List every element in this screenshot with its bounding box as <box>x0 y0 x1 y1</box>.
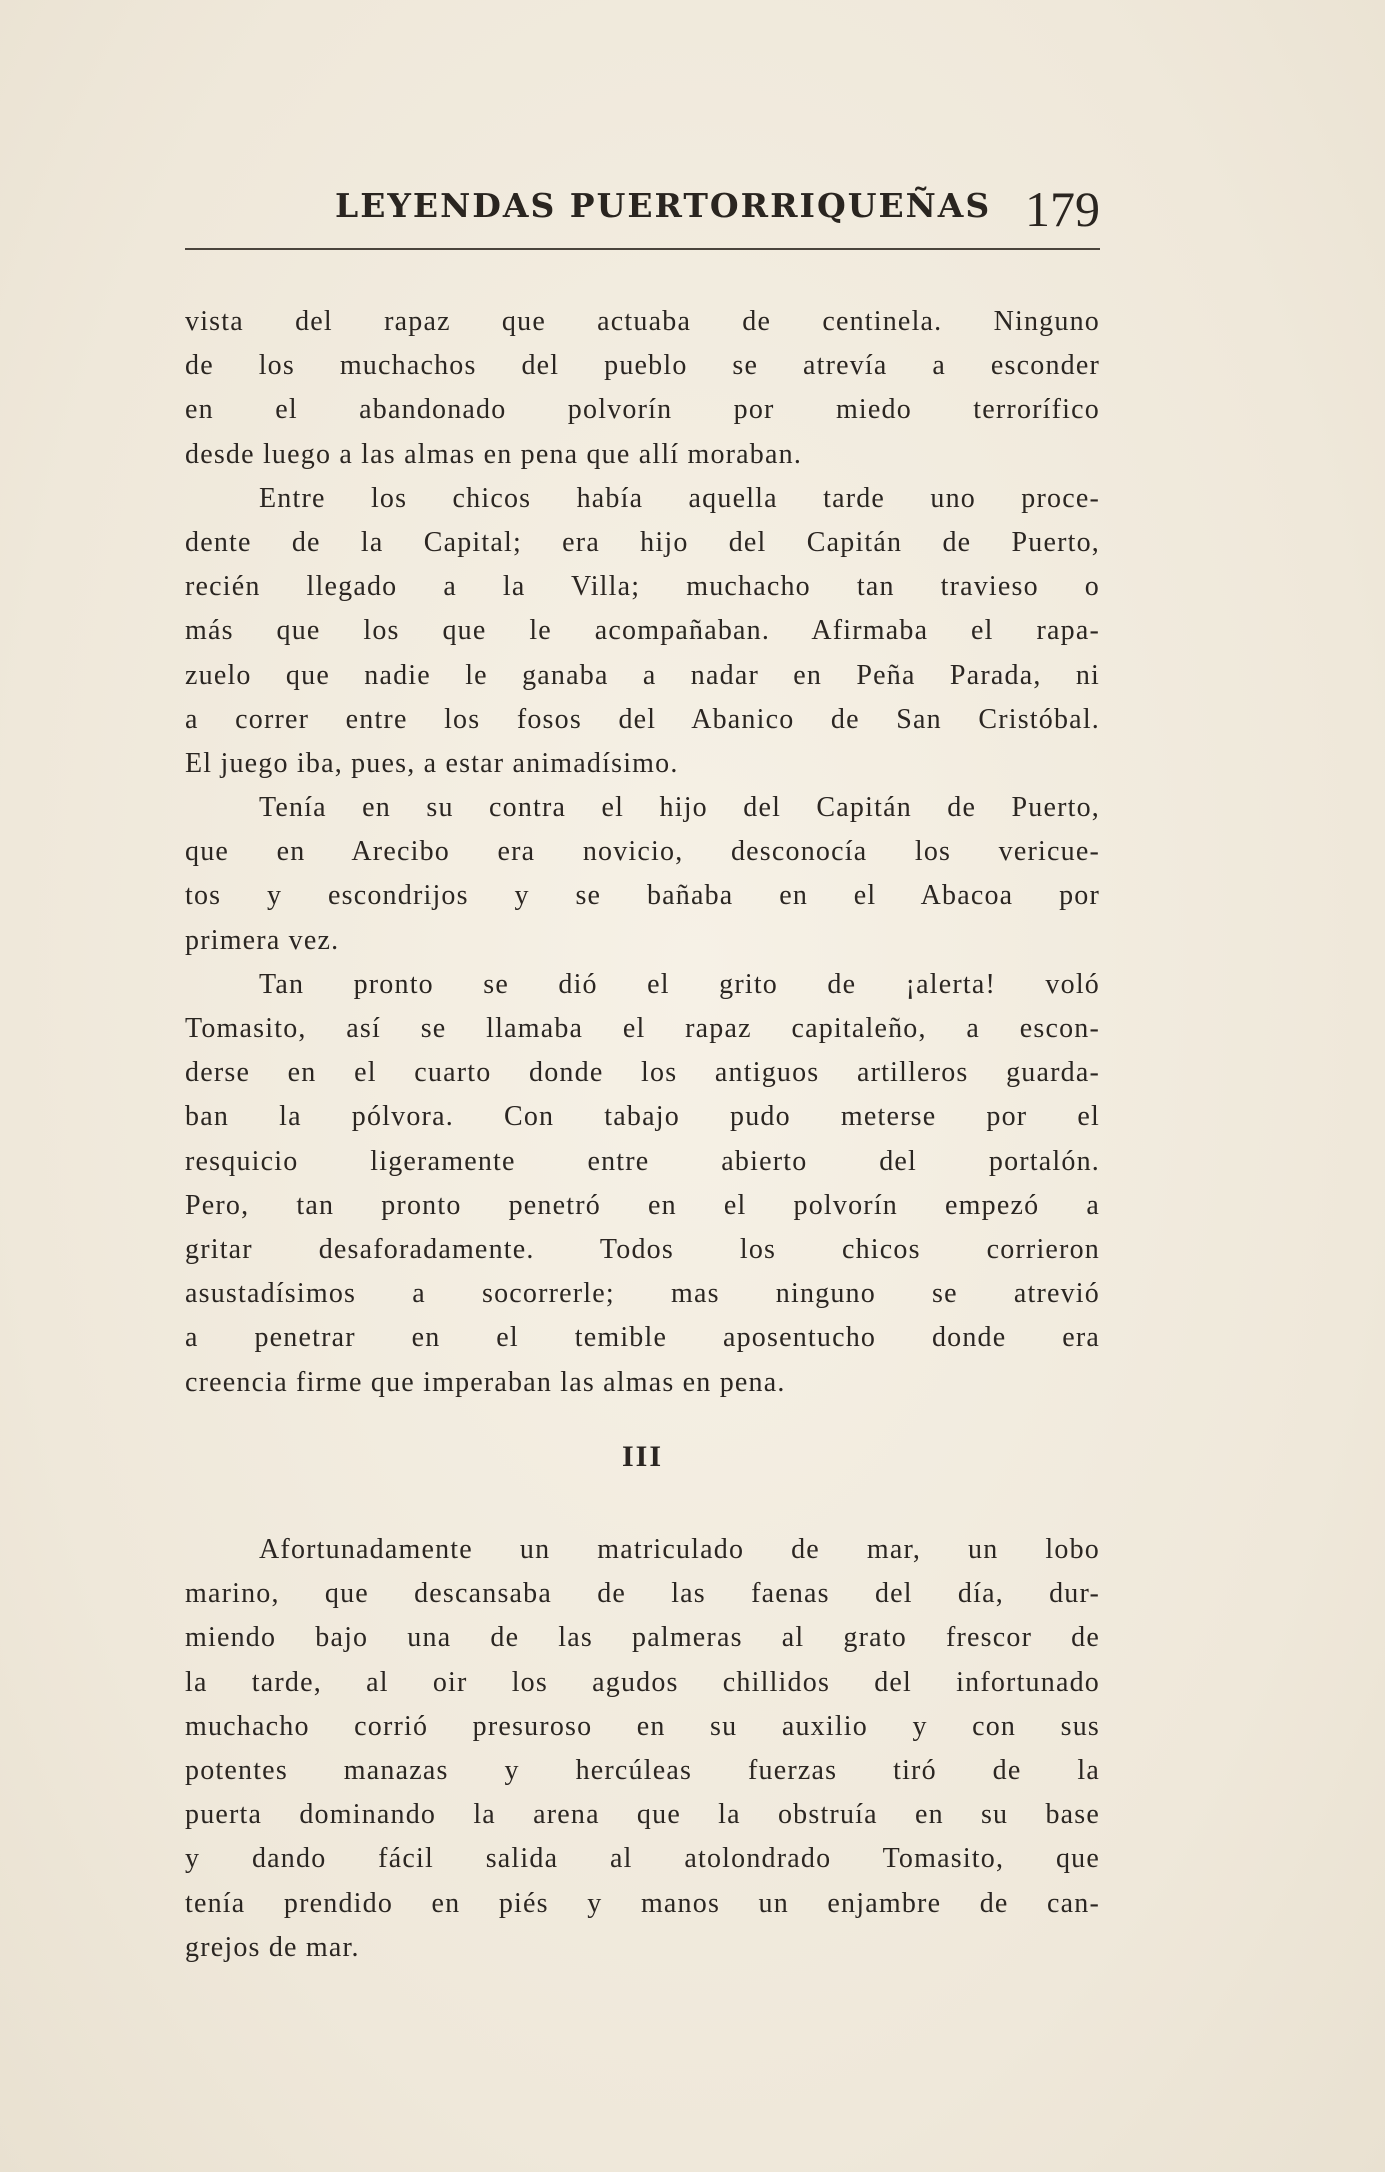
text-line: muchacho corrió presuroso en su auxilio y con sus <box>185 1710 1100 1742</box>
text-line: que en Arecibo era novicio, desconocía los vericue- <box>185 836 1100 868</box>
section-heading: III <box>621 1440 664 1473</box>
text-line: grejos de mar. <box>185 1931 360 1963</box>
text-line: Tenía en su contra el hijo del Capitán de Puerto, <box>259 792 1100 824</box>
text-line: dente de la Capital; era hijo del Capitán de Puerto, <box>185 526 1100 558</box>
text-line: asustadísimos a socorrerle; mas ninguno se atrevió <box>185 1278 1100 1310</box>
text-line: resquicio ligeramente entre abierto del portalón. <box>185 1145 1100 1177</box>
text-line: en el abandonado polvorín por miedo terrorífico <box>185 394 1100 426</box>
running-title: LEYENDAS PUERTORRIQUEÑAS <box>335 186 992 225</box>
text-line: a correr entre los fosos del Abanico de San Cristóbal. <box>185 703 1100 735</box>
text-line: tenía prendido en piés y manos un enjambre de can- <box>185 1887 1100 1919</box>
text-line: gritar desaforadamente. Todos los chicos corrieron <box>185 1233 1100 1265</box>
text-line: marino, que descansaba de las faenas del día, dur- <box>185 1578 1100 1610</box>
text-line: potentes manazas y hercúleas fuerzas tiró de la <box>185 1754 1100 1786</box>
text-line: a penetrar en el temible aposentucho donde era <box>185 1322 1100 1354</box>
page-number: 179 <box>1025 181 1100 237</box>
text-line: la tarde, al oir los agudos chillidos del infortunado <box>185 1666 1100 1698</box>
body-text-part1 <box>185 300 1100 1405</box>
text-line: miendo bajo una de las palmeras al grato frescor de <box>185 1622 1100 1654</box>
text-line: Afortunadamente un matriculado de mar, un lobo <box>259 1534 1100 1565</box>
text-line: derse en el cuarto donde los antiguos artilleros guarda- <box>185 1057 1100 1089</box>
text-line: Tan pronto se dió el grito de ¡alerta! voló <box>259 968 1100 1000</box>
text-line: vista del rapaz que actuaba de centinela. Ninguno <box>185 306 1100 337</box>
text-line: Pero, tan pronto penetró en el polvorín empezó a <box>185 1189 1100 1221</box>
text-line: y dando fácil salida al atolondrado Tomasito, que <box>185 1843 1100 1875</box>
text-line: creencia firme que imperaban las almas en pena. <box>185 1366 786 1398</box>
text-line: zuelo que nadie le ganaba a nadar en Peña Parada, ni <box>185 659 1100 691</box>
text-line: El juego iba, pues, a estar animadísimo. <box>185 747 679 779</box>
text-line: de los muchachos del pueblo se atrevía a esconder <box>185 350 1100 382</box>
page-header <box>185 180 1100 250</box>
text-line: primera vez. <box>185 924 340 956</box>
text-line: recién llegado a la Villa; muchacho tan travieso o <box>185 571 1100 603</box>
text-line: Tomasito, así se llamaba el rapaz capitaleño, a escon- <box>185 1013 1100 1044</box>
text-line: tos y escondrijos y se bañaba en el Abacoa por <box>185 880 1100 912</box>
body-text-part2 <box>185 1528 1100 1970</box>
text-line: Entre los chicos había aquella tarde uno proce- <box>259 482 1100 514</box>
text-line: más que los que le acompañaban. Afirmaba el rapa- <box>185 615 1100 647</box>
text-line: ban la pólvora. Con tabajo pudo meterse por el <box>185 1101 1100 1133</box>
text-line: desde luego a las almas en pena que allí moraban. <box>185 438 803 470</box>
text-line: puerta dominando la arena que la obstruía en su base <box>185 1799 1100 1831</box>
header-rule <box>185 248 1100 250</box>
